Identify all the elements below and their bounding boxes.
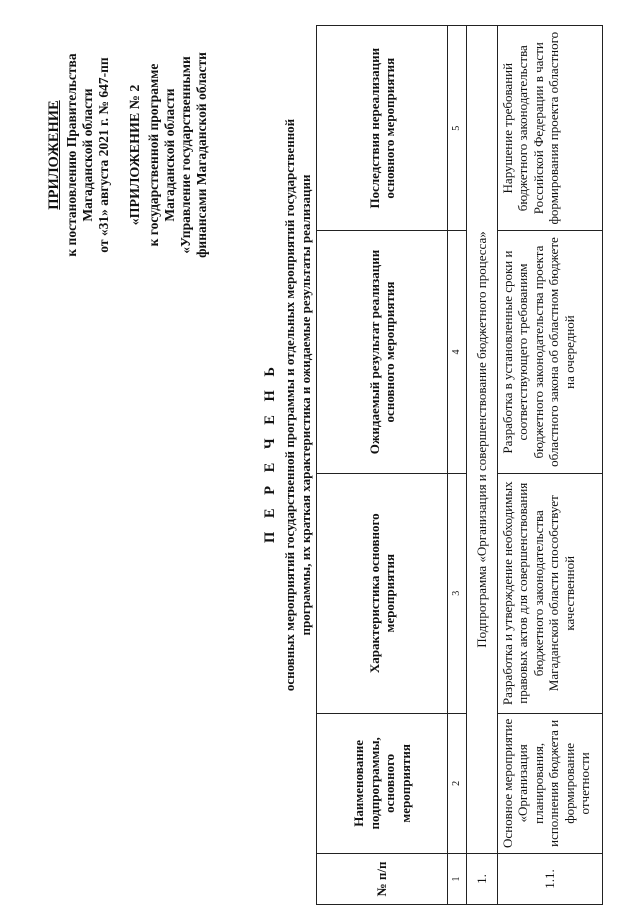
subprogram-title: Подпрограмма «Организация и совершенствование бюджетного процесса» [466, 26, 497, 854]
table-header-row [317, 26, 448, 905]
appendix2-line: «Управление государственными [178, 56, 193, 254]
row-result: Разработка в установленные сроки и соответствующего требованиям бюджетного законодательства проекта областного закона об областном бюджете на очередной [497, 231, 602, 473]
column-number: 3 [448, 473, 467, 713]
document-subtitle: основных мероприятий государственной программы и отдельных мероприятий государственной программы, их краткая характеристика и ожидаемые результаты реализации [282, 118, 313, 692]
header-name: Наименование подпрограммы, основного мероприятия [317, 713, 448, 853]
subprogram-number: 1. [466, 853, 497, 904]
row-consequences: Нарушение требований бюджетного законодательства Российской Федерации в части формирования проекта областного [497, 26, 602, 231]
table-row [497, 26, 602, 905]
header-result: Ожидаемый результат реализации основного мероприятия [317, 231, 448, 473]
appendix2-header [128, 5, 210, 305]
column-number: 1 [448, 853, 467, 904]
appendix-title: ПРИЛОЖЕНИЕ [46, 100, 62, 210]
measures-table [316, 25, 603, 905]
appendix2-line: к государственной программе [146, 63, 161, 247]
row-number: 1.1. [497, 853, 602, 904]
header-characteristic: Характеристика основного мероприятия [317, 473, 448, 713]
appendix2-line: Магаданской области [162, 88, 177, 222]
appendix2-title: «ПРИЛОЖЕНИЕ № 2 [128, 84, 143, 226]
appendix-line: к постановлению Правительства [64, 53, 79, 257]
row-name: Основное мероприятие «Организация планирования, исполнения бюджета и формирование отчетности [497, 713, 602, 853]
document-heading: П Е Р Е Ч Е Н Ь [262, 361, 278, 544]
appendix-line: от «31» августа 2021 г. № 647-пп [96, 57, 111, 253]
row-characteristic: Разработка и утверждение необходимых правовых актов для совершенствования бюджетного законодательства Магаданской области способствует качественной [497, 473, 602, 713]
appendix2-line: финансами Магаданской области [194, 52, 209, 258]
header-consequences: Последствия нереализации основного мероприятия [317, 26, 448, 231]
column-number: 2 [448, 713, 467, 853]
appendix-header [46, 5, 112, 305]
appendix-line: Магаданской области [80, 88, 95, 222]
column-number: 5 [448, 26, 467, 231]
header-number: № п/п [317, 853, 448, 904]
subprogram-row [466, 26, 497, 905]
column-number-row [448, 26, 467, 905]
column-number: 4 [448, 231, 467, 473]
